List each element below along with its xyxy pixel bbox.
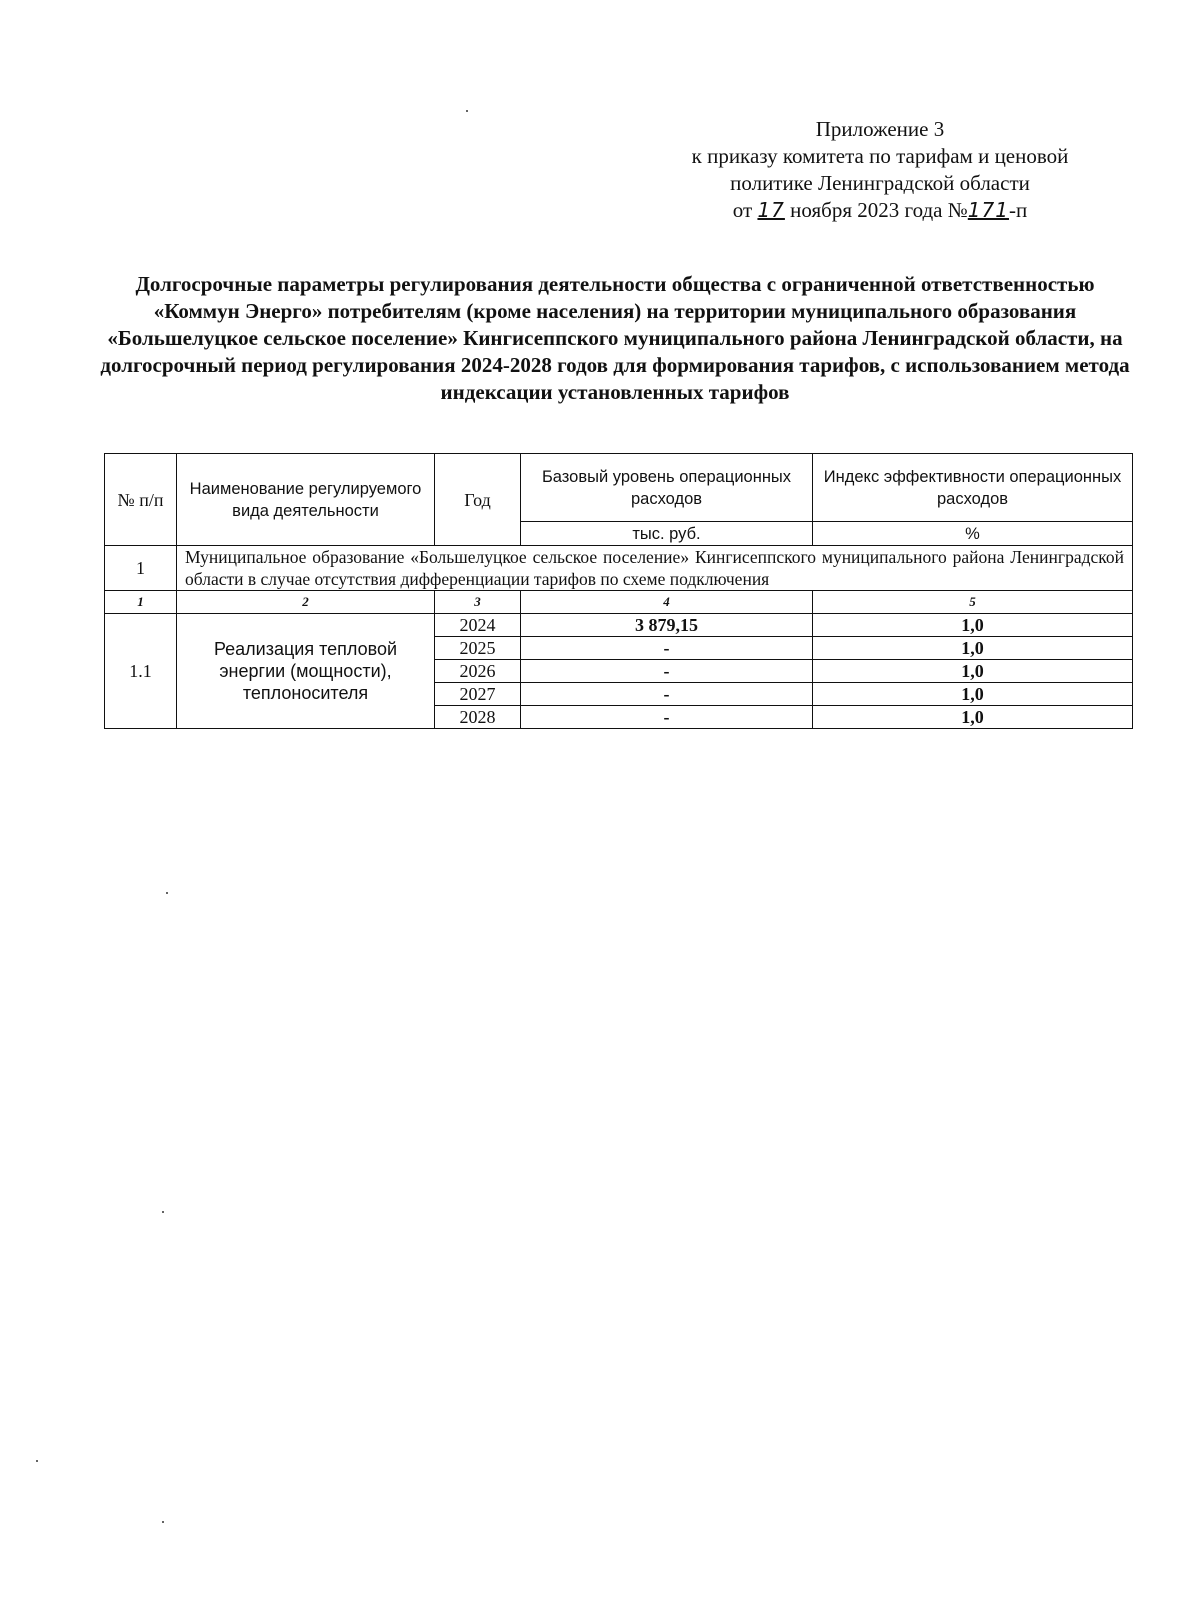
header-activity: Наименование регулируемого вида деятельности (177, 454, 435, 546)
header-year: Год (435, 454, 521, 546)
group-activity: Реализация тепловой энергии (мощности), теплоносителя (177, 614, 435, 729)
header-base-level: Базовый уровень операционных расходов (521, 454, 813, 522)
base-level-cell: - (521, 683, 813, 706)
appendix-title: Приложение 3 (815, 117, 945, 141)
header-efficiency-index: Индекс эффективности операционных расходов (813, 454, 1133, 522)
base-level-cell: 3 879,15 (521, 614, 813, 637)
year-cell: 2026 (435, 660, 521, 683)
appendix-date-line (640, 197, 1120, 224)
scan-speck (162, 1521, 164, 1523)
base-level-cell: - (521, 706, 813, 729)
column-index-row (105, 591, 1133, 614)
index-cell: 1,0 (813, 683, 1133, 706)
base-level-cell: - (521, 660, 813, 683)
index-cell: 1,0 (813, 637, 1133, 660)
section-row (105, 546, 1133, 591)
handwritten-day: 17 (757, 198, 785, 222)
unit-efficiency-index: % (813, 522, 1133, 546)
year-cell: 2027 (435, 683, 521, 706)
year-cell: 2025 (435, 637, 521, 660)
column-index: 1 (105, 591, 177, 614)
appendix-order-ref: к приказу комитета по тарифам и ценовой (691, 144, 1069, 168)
section-num: 1 (105, 546, 177, 591)
index-cell: 1,0 (813, 706, 1133, 729)
handwritten-order-number: 171 (967, 198, 1009, 222)
index-cell: 1,0 (813, 614, 1133, 637)
index-cell: 1,0 (813, 660, 1133, 683)
date-prefix: от (732, 198, 753, 222)
scan-speck (166, 892, 168, 894)
appendix-committee: политике Ленинградской области (730, 171, 1030, 195)
year-cell: 2024 (435, 614, 521, 637)
base-level-cell: - (521, 637, 813, 660)
header-row (105, 454, 1133, 522)
header-num: № п/п (105, 454, 177, 546)
document-title: Долгосрочные параметры регулирования деятельности общества с ограниченной ответственностью «Коммун Энерго» потребителям (кроме населения) на территории муниципального образования «Большелуцкое сельское поселение» Кингисеппского муниципального района Ленинградской области, на долгосрочный период регулирования 2024-2028 годов для формирования тарифов, с использованием метода индексации установленных тарифов (100, 272, 1130, 404)
order-suffix: -п (1008, 198, 1028, 222)
column-index: 5 (813, 591, 1133, 614)
scan-speck (162, 1211, 164, 1213)
group-num: 1.1 (105, 614, 177, 729)
parameters-table (104, 453, 1133, 729)
section-text: Муниципальное образование «Большелуцкое сельское поселение» Кингисеппского муниципального района Ленинградской области в случае отсутствия дифференциации тарифов по схеме подключения (177, 546, 1133, 591)
appendix-header (640, 116, 1120, 224)
table-row (105, 614, 1133, 637)
column-index: 3 (435, 591, 521, 614)
scan-speck (36, 1460, 38, 1462)
unit-base-level: тыс. руб. (521, 522, 813, 546)
scan-speck (466, 110, 468, 112)
year-cell: 2028 (435, 706, 521, 729)
column-index: 2 (177, 591, 435, 614)
column-index: 4 (521, 591, 813, 614)
date-middle: ноября 2023 года № (790, 198, 968, 222)
